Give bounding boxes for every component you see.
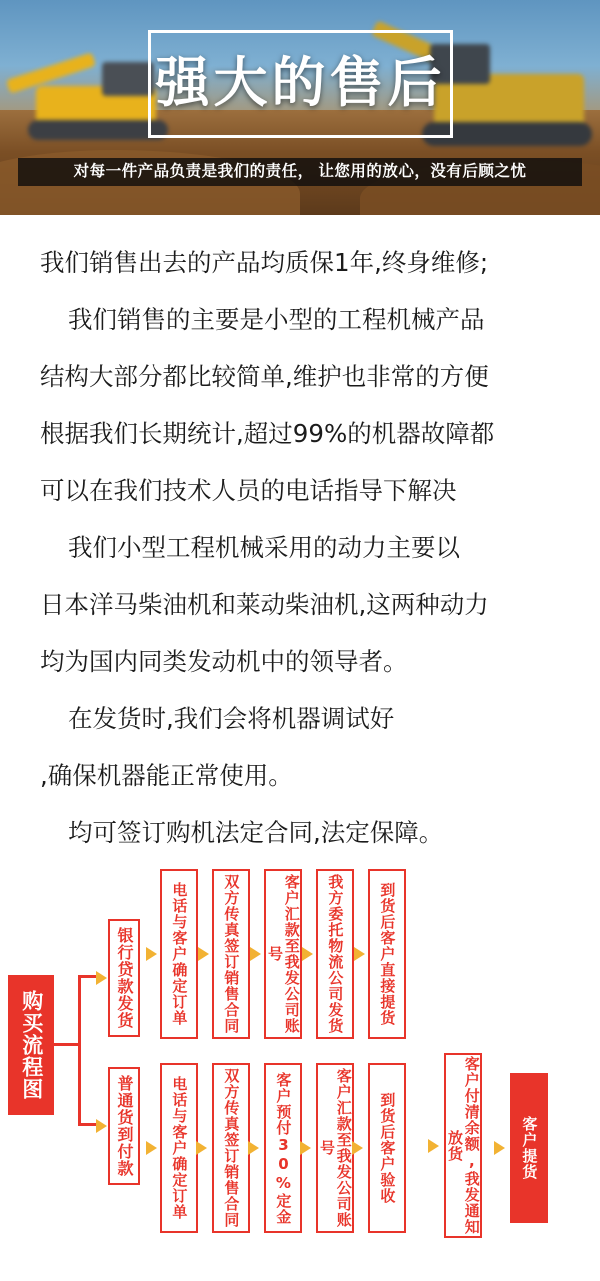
arrow-cod-4 [352, 1141, 363, 1155]
connector-to-bank [78, 975, 98, 978]
hero-title: 强大的售后 [155, 51, 446, 114]
flow-step-cod-2: 双方传真签订销售合同 [212, 1063, 250, 1233]
arrow-to-bank [96, 971, 107, 985]
flow-step-cod-6: 客户付清余额,我发通知放货 [444, 1053, 482, 1238]
body-paragraph: 可以在我们技术人员的电话指导下解决 [40, 476, 457, 505]
body-paragraph: 均可签订购机法定合同,法定保障。 [68, 818, 444, 847]
body-copy [0, 215, 600, 864]
body-paragraph: 日本洋马柴油机和莱动柴油机,这两种动力 [40, 590, 489, 619]
connector-title-out [54, 1043, 80, 1046]
arrow-cod-3 [300, 1141, 311, 1155]
hero-subtitle: 对每一件产品负责是我们的责任， 让您用的放心，没有后顾之忧 [18, 158, 582, 186]
purchase-flowchart [0, 845, 600, 1281]
body-paragraph: 根据我们长期统计,超过99%的机器故障都 [40, 419, 495, 448]
flow-step-bank-2: 双方传真签订销售合同 [212, 869, 250, 1039]
arrow-cod-0 [146, 1141, 157, 1155]
body-paragraph: 我们销售的主要是小型的工程机械产品 [68, 305, 485, 334]
flowchart-title-box: 购买流程图 [8, 975, 54, 1115]
body-paragraph: 我们销售出去的产品均质保1年,终身维修; [40, 248, 489, 277]
arrow-cod-1 [196, 1141, 207, 1155]
branch-label-cod: 普通货到付款 [108, 1067, 140, 1185]
arrow-cod-6 [494, 1141, 505, 1155]
excavator-track-left [28, 120, 168, 140]
body-paragraph: 均为国内同类发动机中的领导者。 [40, 647, 408, 676]
body-paragraph: 结构大部分都比较简单,维护也非常的方便 [40, 362, 489, 391]
body-paragraph: 我们小型工程机械采用的动力主要以 [68, 533, 460, 562]
flow-step-bank-1: 电话与客户确定订单 [160, 869, 198, 1039]
arrow-cod-2 [248, 1141, 259, 1155]
excavator-cab-left [102, 62, 154, 96]
flow-step-cod-1: 电话与客户确定订单 [160, 1063, 198, 1233]
connector-to-cod [78, 1123, 98, 1126]
flow-step-bank-5: 到货后客户直接提货 [368, 869, 406, 1039]
arrow-bank-3 [302, 947, 313, 961]
flow-step-cod-5: 到货后客户验收 [368, 1063, 406, 1233]
arrow-bank-0 [146, 947, 157, 961]
flow-step-cod-4: 客户汇款至我发公司账号 [316, 1063, 354, 1233]
flow-step-cod-7: 客户提货 [510, 1073, 548, 1223]
branch-label-bank: 银行贷款发货 [108, 919, 140, 1037]
flow-step-bank-3: 客户汇款至我发公司账号 [264, 869, 302, 1039]
connector-vertical [78, 975, 81, 1125]
body-paragraph: ,确保机器能正常使用。 [40, 761, 293, 790]
arrow-bank-1 [198, 947, 209, 961]
hero-banner [0, 0, 600, 215]
arrow-bank-2 [250, 947, 261, 961]
arrow-cod-5 [428, 1139, 439, 1153]
flow-step-bank-4: 我方委托物流公司发货 [316, 869, 354, 1039]
arrow-bank-4 [354, 947, 365, 961]
arrow-to-cod [96, 1119, 107, 1133]
flow-step-cod-3: 客户预付30%定金 [264, 1063, 302, 1233]
body-paragraph: 在发货时,我们会将机器调试好 [68, 704, 395, 733]
